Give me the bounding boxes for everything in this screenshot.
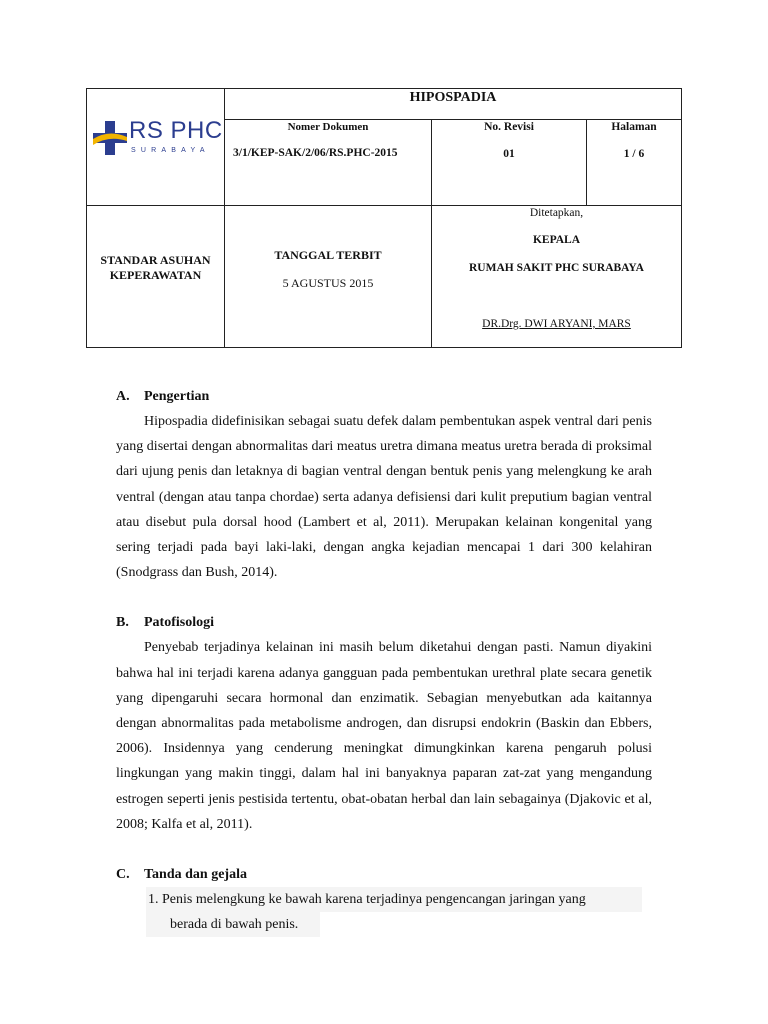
no-revisi-label: No. Revisi — [484, 121, 534, 133]
document-type-line: KEPERAWATAN — [109, 268, 202, 282]
halaman-value: 1 / 6 — [623, 148, 645, 160]
document-title: HIPOSPADIA — [409, 90, 497, 105]
section-title: Tanda dan gejala — [144, 866, 247, 882]
hospital-logo — [87, 89, 225, 206]
section-heading-tanda-gejala — [116, 862, 652, 887]
section-letter: A. — [116, 388, 130, 404]
list-item: 1. Penis melengkung ke bawah karena terjadinya pengencangan jaringan yang — [146, 887, 642, 912]
nomer-dokumen-value: 3/1/KEP-SAK/2/06/RS.PHC-2015 — [233, 147, 398, 159]
section-letter: C. — [116, 866, 130, 882]
halaman-label: Halaman — [611, 121, 657, 133]
paragraph-patofisologi: Penyebab terjadinya kelainan ini masih belum diketahui dengan pasti. Namun diyakini bahwa hal ini terjadi karena adanya gangguan pada pembentukan urethral plate secara genetik yang dipengaruhi secara hormonal dan enzimatik. Sebagian menyebutkan ada kaitannya dengan abnormalitas pada metabolisme androgen, dan disrupsi endokrin (Baskin dan Ebbers, 2006). Insidennya yang cenderung meningkat dimungkinkan karena pengaruh polusi lingkungan yang makin tinggi, dalam hal ini banyaknya paparan zat-zat yang mengandung estrogen seperti jenis pestisida tertentu, obat-obatan herbal dan lain sebagainya (Djakovic et al, 2008; Kalfa et al, 2011). — [116, 640, 652, 832]
no-revisi-value: 01 — [503, 148, 515, 160]
document-header-table — [86, 88, 682, 348]
section-title: Pengertian — [144, 388, 210, 404]
section-letter: B. — [116, 615, 129, 631]
document-type — [87, 253, 224, 283]
signatory-name — [432, 318, 681, 330]
section-title: Patofisologi — [144, 615, 214, 631]
section-heading-patofisologi — [116, 610, 652, 635]
document-type-line: STANDAR ASUHAN — [100, 253, 211, 267]
hospital-name: RUMAH SAKIT PHC SURABAYA — [469, 262, 644, 274]
tanggal-terbit-label: TANGGAL TERBIT — [274, 248, 382, 262]
kepala-label: KEPALA — [532, 234, 581, 246]
tanggal-terbit-value: 5 AGUSTUS 2015 — [282, 276, 374, 290]
nomer-dokumen-label: Nomer Dokumen — [287, 121, 369, 133]
paragraph-pengertian: Hipospadia didefinisikan sebagai suatu defek dalam pembentukan aspek ventral dari penis yang disertai dengan abnormalitas dari meatus uretra dimana meatus uretra berada di proksimal dari ujung penis dan letaknya di bagian ventral dengan bentuk penis yang melengkung ke arah ventral (dengan atau tanpa chordae) serta adanya defisiensi dari kulit preputium bagian ventral atau disebut pula dorsal hood (Lambert et al, 2011). Merupakan kelainan kongenital yang sering terjadi pada bayi laki-laki, dengan angka kejadian mencapai 1 dari 300 kelahiran (Snodgrass dan Bush, 2014). — [116, 414, 652, 581]
list-item-continuation: berada di bawah penis. — [146, 912, 320, 937]
document-body — [116, 384, 652, 937]
section-heading-pengertian — [116, 384, 652, 409]
logo-text: RS PHC — [129, 117, 223, 144]
signatory-name-text: DR.Drg. DWI ARYANI, MARS — [482, 318, 631, 330]
logo-subtext: SURABAYA — [131, 147, 210, 154]
ditetapkan-label: Ditetapkan, — [529, 207, 584, 219]
divider — [224, 119, 681, 120]
